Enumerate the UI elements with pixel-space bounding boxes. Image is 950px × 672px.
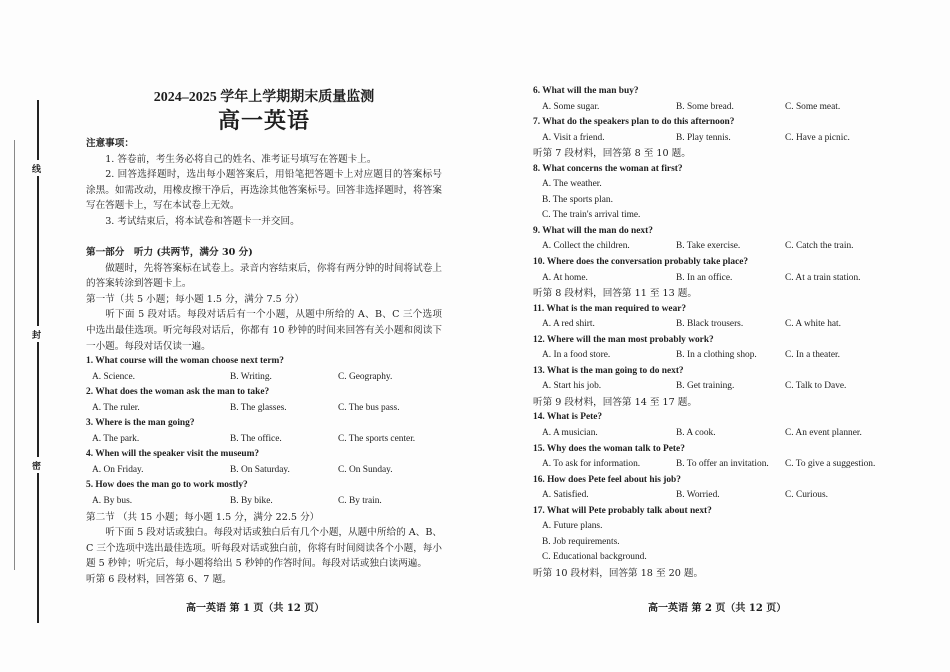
answer-option-b: B. On Saturday. [230, 464, 290, 475]
binding-line [37, 100, 39, 160]
answer-option-c: C. Curious. [785, 490, 828, 501]
question-text: 1. What course will the woman choose next term? [86, 356, 284, 367]
answer-option-a: A. A red shirt. [542, 319, 595, 330]
answer-option-c: C. An event planner. [785, 428, 862, 439]
options-row [86, 463, 442, 479]
question-text: 5. How does the man go to work mostly? [86, 480, 248, 491]
answer-option-b: B. Some bread. [676, 101, 734, 112]
options-row [533, 426, 878, 442]
answer-option-b: B. Get training. [676, 381, 735, 392]
answer-option-a: A. The ruler. [92, 402, 140, 413]
options-row [533, 271, 878, 287]
answer-option-a: A. Future plans. [542, 521, 603, 532]
answer-option-b: B. Play tennis. [676, 132, 731, 143]
question-text: 14. What is Pete? [533, 412, 603, 423]
section1-title: 第一节（共 5 小题；每小题 1.5 分，满分 7.5 分） [86, 293, 305, 305]
binding-char-mi: 密 [32, 459, 41, 472]
options-row [533, 317, 878, 333]
options-row [86, 370, 442, 386]
question-text: 16. How does Pete feel about his job? [533, 474, 681, 485]
material-instruction: 听第 8 段材料，回答第 11 至 13 题。 [533, 288, 697, 300]
answer-option-b: B. By bike. [230, 496, 273, 507]
answer-option-b: B. Writing. [230, 371, 272, 382]
options-row [533, 348, 878, 364]
question-text: 8. What concerns the woman at first? [533, 163, 683, 174]
question-text: 15. Why does the woman talk to Pete? [533, 443, 685, 454]
answer-option-a: A. In a food store. [542, 350, 611, 361]
answer-option-a: A. The park. [92, 433, 140, 444]
binding-char-feng: 封 [32, 328, 41, 341]
page-footer: 高一英语 第 1 页（共 12 页） [186, 603, 325, 614]
question-text: 13. What is the man going to do next? [533, 365, 684, 376]
options-row [533, 239, 878, 255]
options-row [533, 379, 878, 395]
answer-option-c: C. Have a picnic. [785, 132, 850, 143]
section2-title: 第二节 （共 15 小题；每小题 1.5 分，满分 22.5 分） [86, 511, 320, 523]
question-text: 10. Where does the conversation probably take place? [533, 257, 749, 268]
exam-title: 2024–2025 学年上学期期末质量监测 [153, 90, 375, 105]
answer-option-b: B. Black trousers. [676, 319, 744, 330]
answer-option-c: C. Some meat. [785, 101, 841, 112]
answer-option-b: B. In a clothing shop. [676, 350, 757, 361]
binding-line [37, 176, 39, 326]
answer-option-c: C. A white hat. [785, 319, 841, 330]
section1-intro: 听下面 5 段对话。每段对话后有一个小题，从题中所给的 A、B、C 三个选项中选出最佳选项。听完每段对话后，你都有 10 秒钟的时间来回答有关小题和阅读下一小题。每段对话仅读一遍。 [86, 309, 442, 352]
options-row [533, 131, 878, 147]
answer-option-c: C. On Sunday. [338, 464, 393, 475]
answer-option-c: C. Talk to Dave. [785, 381, 847, 392]
question-text: 12. Where will the man most probably work? [533, 334, 714, 345]
question-list [533, 84, 878, 582]
answer-option-b: B. The glasses. [230, 402, 287, 413]
answer-option-b: B. In an office. [676, 272, 733, 283]
answer-option-c: C. Geography. [338, 371, 393, 382]
answer-option-a: A. Collect the children. [542, 241, 630, 252]
notice-item: 3. 考试结束后，将本试卷和答题卡一并交回。 [105, 215, 300, 227]
answer-option-c: C. By train. [338, 496, 382, 507]
question-text: 11. What is the man required to wear? [533, 303, 687, 314]
answer-option-a: A. To ask for information. [542, 459, 641, 470]
answer-option-b: B. Take exercise. [676, 241, 741, 252]
answer-option-a: A. A musician. [542, 428, 598, 439]
subject-title: 高一英语 [217, 109, 310, 134]
answer-option-b: B. Worried. [676, 490, 720, 501]
material-instruction: 听第 10 段材料，回答第 18 至 20 题。 [533, 567, 704, 579]
answer-option-a: A. On Friday. [92, 464, 144, 475]
question-text: 9. What will the man do next? [533, 225, 653, 236]
section2-intro: 听下面 5 段对话或独白。每段对话或独白后有几个小题，从题中所给的 A、B、C 三个选项中选出最佳选项。听每段对话或独白前，你将有时间阅读各个小题，每小题 5 秒钟；听完后，每小题将给出 5 秒钟的作答时间。每段对话或独白读两遍。 [86, 527, 442, 570]
answer-option-a: A. Science. [92, 371, 135, 382]
notice-title: 注意事项： [86, 138, 134, 149]
part1-intro: 做题时，先将答案标在试卷上。录音内容结束后，你将有两分钟的时间将试卷上的答案转涂到答题卡上。 [86, 262, 442, 290]
part1-title: 第一部分 听力 (共两节，满分 30 分) [86, 247, 253, 259]
options-row [86, 494, 442, 510]
question-text: 17. What will Pete probably talk about next? [533, 505, 712, 516]
exam-page-1 [86, 88, 442, 587]
material-instruction: 听第 7 段材料，回答第 8 至 10 题。 [533, 148, 691, 160]
answer-option-b: B. A cook. [676, 428, 716, 439]
answer-option-a: A. The weather. [542, 179, 602, 190]
material-instruction: 听第 9 段材料，回答第 14 至 17 题。 [533, 396, 697, 408]
answer-option-c: C. To give a suggestion. [785, 459, 876, 470]
answer-option-c: C. The bus pass. [338, 402, 400, 413]
answer-option-b: B. The office. [230, 433, 282, 444]
answer-option-c: C. At a train station. [785, 272, 861, 283]
question-text: 6. What will the man buy? [533, 86, 639, 96]
question-text: 2. What does the woman ask the man to take? [86, 387, 270, 398]
options-row [533, 100, 878, 116]
binding-char-xian: 线 [32, 162, 41, 175]
notice-item: 1. 答卷前，考生务必将自己的姓名、准考证号填写在答题卡上。 [105, 153, 377, 165]
answer-option-a: A. By bus. [92, 496, 133, 507]
notice-item: 2. 回答选择题时，选出每小题答案后，用铅笔把答题卡上对应题目的答案标号涂黑。如需改动，用橡皮擦干净后，再选涂其他答案标号。回答非选择题时，将答案写在答题卡上，写在本试卷上无效。 [86, 169, 442, 212]
question-text: 3. Where is the man going? [86, 418, 195, 429]
material-instruction: 听第 6 段材料，回答第 6、7 题。 [86, 573, 232, 585]
options-row [86, 432, 442, 448]
options-row [533, 457, 878, 473]
answer-option-c: C. Catch the train. [785, 241, 854, 252]
answer-option-b: B. The sports plan. [542, 194, 613, 205]
binding-line [37, 473, 39, 623]
answer-option-a: A. Visit a friend. [542, 132, 605, 143]
answer-option-c: C. In a theater. [785, 350, 840, 361]
answer-option-a: A. Satisfied. [542, 490, 589, 501]
exam-page-2 [533, 84, 878, 582]
answer-option-c: C. Educational background. [542, 552, 647, 563]
answer-option-c: C. The sports center. [338, 433, 416, 444]
binding-line [37, 342, 39, 457]
answer-option-a: A. Start his job. [542, 381, 602, 392]
page-footer: 高一英语 第 2 页（共 12 页） [648, 603, 787, 614]
question-text: 7. What do the speakers plan to do this afternoon? [533, 117, 735, 128]
options-row [86, 401, 442, 417]
options-row [533, 488, 878, 504]
answer-option-b: B. To offer an invitation. [676, 459, 769, 470]
answer-option-c: C. The train's arrival time. [542, 210, 641, 221]
answer-option-b: B. Job requirements. [542, 536, 620, 547]
answer-option-a: A. At home. [542, 272, 588, 283]
answer-option-a: A. Some sugar. [542, 101, 600, 112]
question-text: 4. When will the speaker visit the museum? [86, 449, 260, 460]
seat-info-line [14, 140, 15, 570]
question-list [86, 354, 442, 509]
